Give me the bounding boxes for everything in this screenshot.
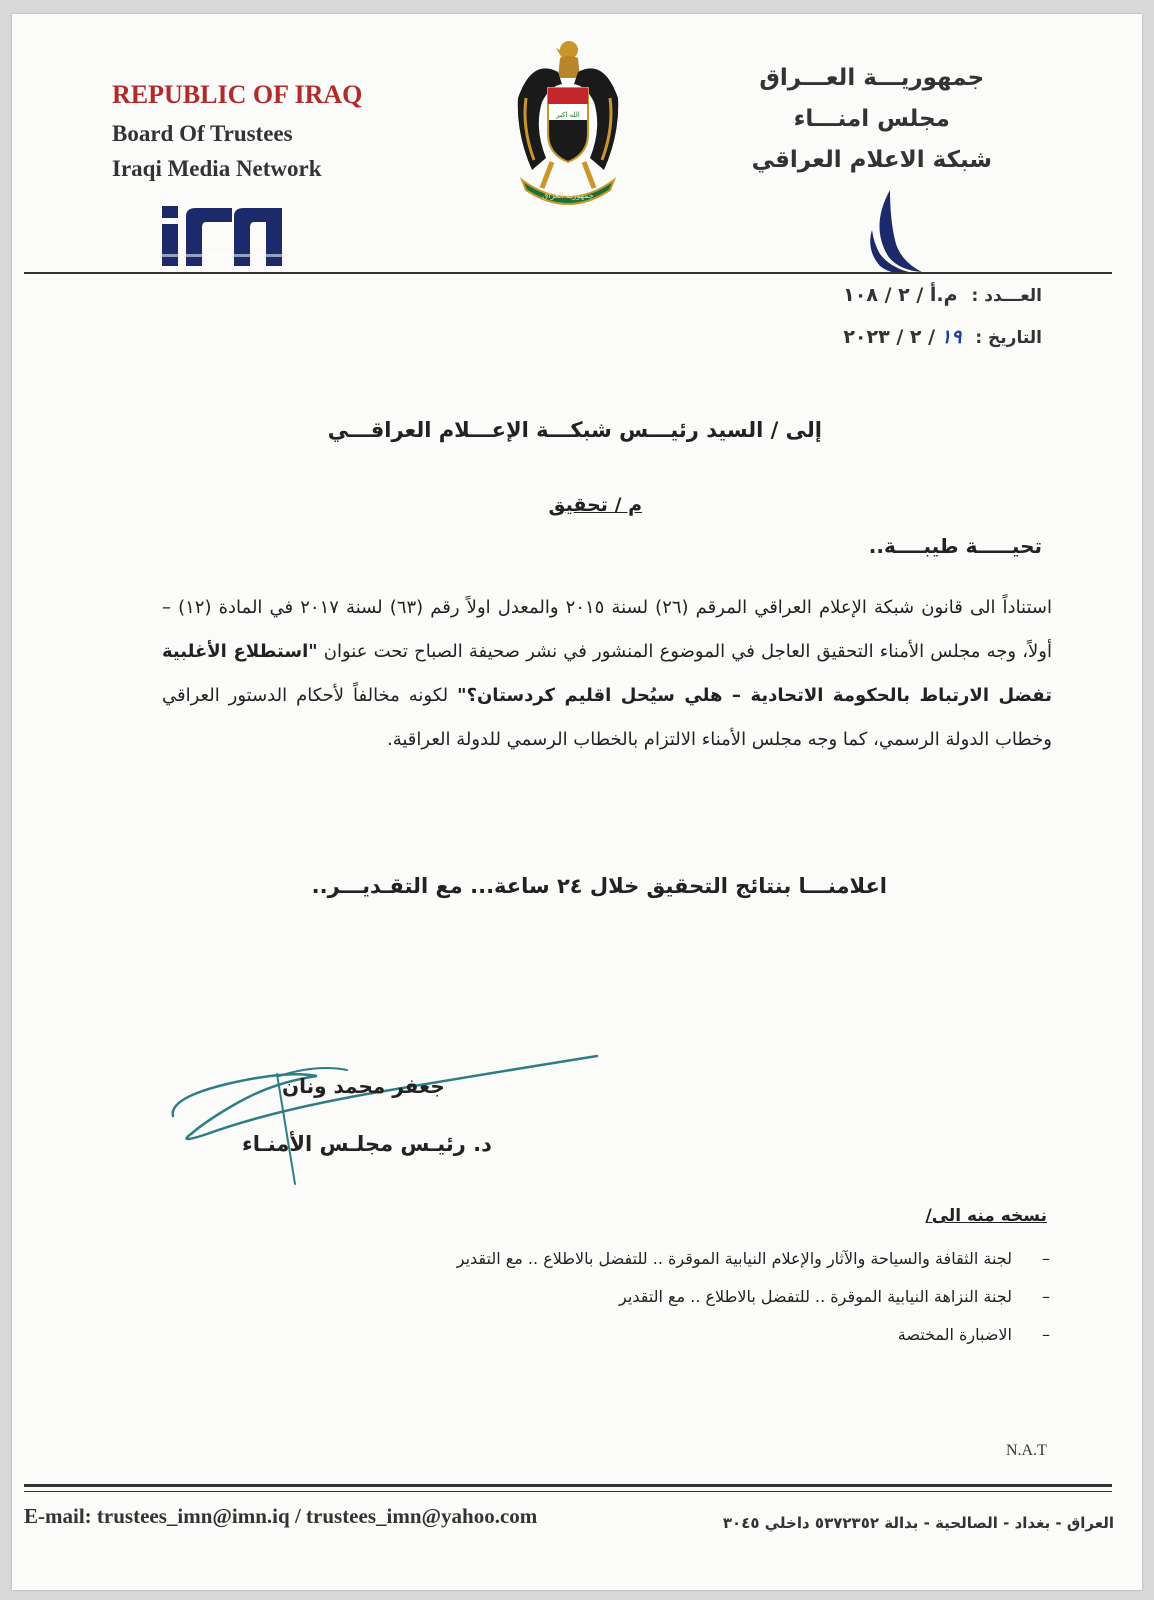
republic-title-en: REPUBLIC OF IRAQ bbox=[112, 80, 363, 109]
emblem-caption: جمهورية العراق bbox=[542, 191, 594, 200]
greeting: تحيـــــة طيبــــة.. bbox=[868, 534, 1042, 558]
list-item: –لجنة النزاهة النيابية الموقرة .. للتفضل بالاطلاع .. مع التقدير bbox=[457, 1278, 1050, 1316]
footer-address: العراق - بغداد - الصالحية - بدالة ٥٣٧٢٣٥٢ داخلي ٣٠٤٥ bbox=[722, 1514, 1114, 1532]
footer-email: E-mail: trustees_imn@imn.iq / trustees_imn@yahoo.com bbox=[24, 1504, 538, 1528]
reference-date-label: التاريخ : bbox=[975, 328, 1042, 348]
reference-number bbox=[843, 284, 1042, 306]
board-title-en: Board Of Trustees bbox=[112, 121, 293, 146]
network-title-en: Iraqi Media Network bbox=[112, 156, 322, 181]
reference-date-rest: / ٢ / ٢٠٢٣ bbox=[843, 326, 936, 348]
board-title-ar: مجلس امنـــاء bbox=[793, 106, 950, 132]
republic-title-ar: جمهوريـــة العـــراق bbox=[759, 65, 985, 91]
imn-swoosh-logo-icon bbox=[862, 186, 932, 274]
list-item: –لجنة الثقافة والسياحة والآثار والإعلام النيابية الموقرة .. للتفضل بالاطلاع .. مع التقدير bbox=[457, 1240, 1050, 1278]
arabic-letterhead bbox=[752, 58, 992, 181]
recipient-line: إلى / السيد رئيـــس شبكـــة الإعـــلام العراقـــي bbox=[327, 418, 822, 442]
header-divider bbox=[24, 272, 1112, 274]
body-start: استناداً الى قانون شبكة الإعلام العراقي المرقم (٢٦) لسنة ٢٠١٥ والمعدل اولاً رقم (٦٣) لسنة ٢٠١٧ في المادة (١٢) – أولاً، وجه مجلس الأمناء التحقيق العاجل في الموضوع المنشور في نشر صحيفة الصباح تحت عنوان bbox=[162, 597, 1052, 662]
signatory-name: جعفر محمد ونان bbox=[282, 1074, 445, 1098]
list-item: –الاضبارة المختصة bbox=[457, 1316, 1050, 1354]
initials: N.A.T bbox=[1006, 1442, 1047, 1459]
reference-date bbox=[843, 326, 1042, 348]
iraq-emblem-icon bbox=[512, 38, 624, 206]
network-title-ar: شبكة الاعلام العراقي bbox=[751, 147, 992, 173]
letter-body bbox=[162, 586, 1052, 762]
body-end: لكونه مخالفاً لأحكام الدستور العراقي وخطاب الدولة الرسمي، كما وجه مجلس الأمناء الالتزام بالخطاب الرسمي للدولة العراقية. bbox=[162, 685, 1052, 750]
reference-number-value: م.أ / ٢ / ١٠٨ bbox=[843, 284, 958, 306]
reference-number-label: العـــدد : bbox=[971, 286, 1042, 306]
footer-divider-thin bbox=[24, 1491, 1112, 1492]
english-letterhead bbox=[112, 80, 362, 186]
subject-line: م / تحقيق bbox=[548, 494, 642, 516]
list-dash: – bbox=[1042, 1249, 1050, 1268]
list-dash: – bbox=[1042, 1287, 1050, 1306]
letter-page bbox=[12, 14, 1142, 1590]
copies-label: نسخه منه الى/ bbox=[925, 1206, 1047, 1226]
body-quote: "استطلاع الأغلبية تفضل الارتباط بالحكومة الاتحادية – هلي سيُحل اقليم كردستان؟" bbox=[162, 641, 1053, 706]
copies-list bbox=[457, 1240, 1050, 1354]
closing-line: اعلامنـــا بنتائج التحقيق خلال ٢٤ ساعة... مع التقـديـــر.. bbox=[311, 874, 887, 898]
signatory-title: د. رئيـس مجلـس الأمنـاء bbox=[242, 1132, 492, 1156]
footer-divider bbox=[24, 1484, 1112, 1487]
imn-logo-icon bbox=[160, 206, 284, 266]
svg-text:الله اكبر: الله اكبر bbox=[556, 111, 580, 119]
reference-date-day: ١٩ bbox=[940, 326, 962, 348]
list-dash: – bbox=[1042, 1325, 1050, 1344]
